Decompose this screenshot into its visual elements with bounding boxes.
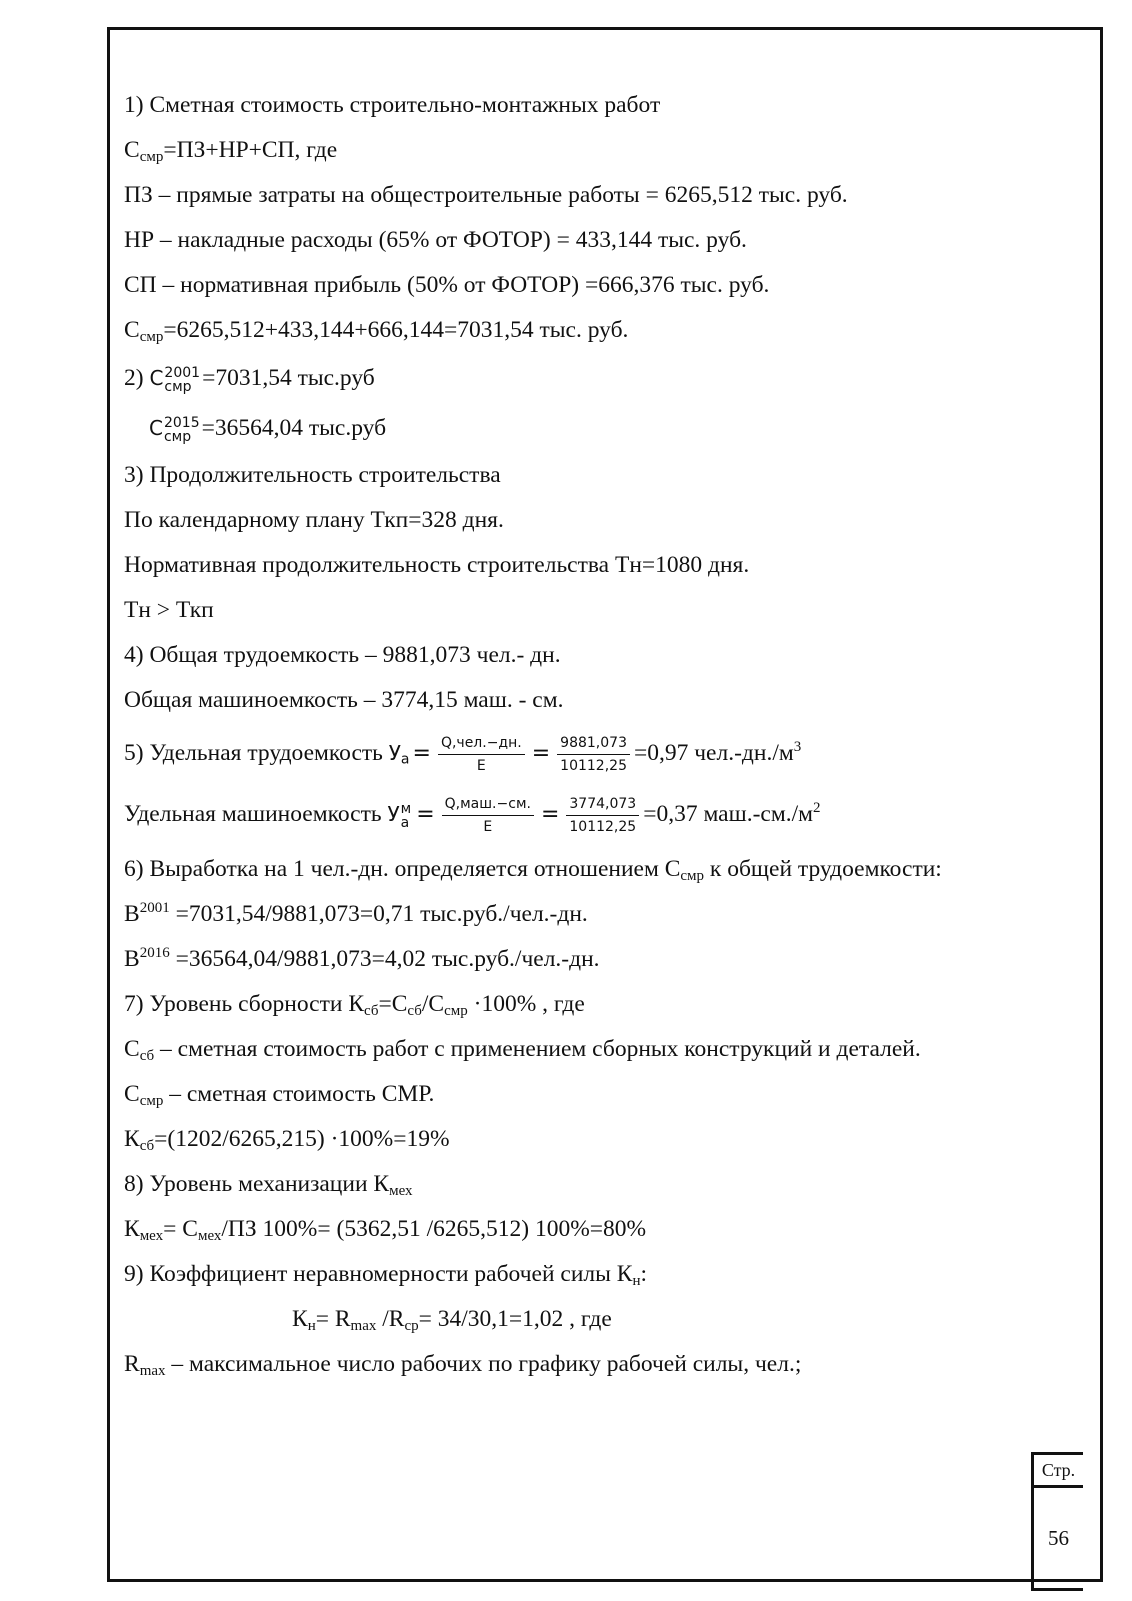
text: 7) Уровень сборности К bbox=[124, 991, 364, 1017]
subscript: мех bbox=[197, 1227, 222, 1244]
formula-line bbox=[124, 725, 801, 782]
text-line: Тн > Ткп bbox=[124, 597, 214, 623]
equals-sign: = bbox=[540, 802, 560, 827]
fraction bbox=[438, 735, 525, 774]
text: 9) Коэффициент неравномерности рабочей силы К bbox=[124, 1261, 633, 1287]
subscript: смр bbox=[163, 429, 192, 445]
subscript: сб bbox=[139, 1047, 155, 1064]
text: Удельная машиноемкость bbox=[124, 801, 388, 827]
text: – максимальное число рабочих по графику рабочей силы, чел.; bbox=[165, 1351, 802, 1377]
text: – сметная стоимость работ с применением сборных конструкций и деталей. bbox=[154, 1036, 921, 1062]
formula-line bbox=[124, 135, 337, 165]
formula-line bbox=[149, 413, 386, 444]
text: : bbox=[640, 1261, 648, 1287]
denominator: 10112,25 bbox=[560, 758, 627, 775]
text: = С bbox=[163, 1216, 198, 1242]
formula-line bbox=[124, 1259, 647, 1289]
text-line: ПЗ – прямые затраты на общестроительные работы = 6265,512 тыс. руб. bbox=[124, 182, 848, 208]
superscript: 2001 bbox=[164, 365, 201, 381]
text: =36564,04/9881,073=4,02 тыс.руб./чел.-дн. bbox=[169, 946, 600, 972]
text: К bbox=[124, 1126, 140, 1152]
text: к общей трудоемкости: bbox=[704, 856, 942, 882]
text: =0,37 маш.-см./м bbox=[643, 801, 813, 827]
subscript: а bbox=[400, 751, 410, 768]
denominator: Е bbox=[476, 758, 486, 775]
text: К bbox=[124, 1216, 140, 1242]
subscript: сб bbox=[139, 1137, 155, 1154]
subscript: смр bbox=[680, 867, 705, 884]
text: =7031,54/9881,073=0,71 тыс.руб./чел.-дн. bbox=[169, 901, 588, 927]
formula-line bbox=[292, 1304, 612, 1334]
subscript: н bbox=[632, 1272, 641, 1289]
sup-sub-stack bbox=[401, 802, 412, 830]
text: =С bbox=[378, 991, 408, 1017]
math-symbol: С bbox=[149, 416, 163, 440]
text-line: 3) Продолжительность строительства bbox=[124, 462, 501, 488]
formula-line bbox=[124, 1079, 434, 1109]
math-symbol: С bbox=[149, 366, 164, 390]
text-line: СП – нормативная прибыль (50% от ФОТОР) =666,376 тыс. руб. bbox=[124, 272, 770, 298]
subscript: смр bbox=[444, 1002, 468, 1019]
numerator: Q,чел.−дн. bbox=[438, 735, 525, 755]
superscript: 3 bbox=[793, 739, 802, 755]
math-symbol: У bbox=[387, 802, 400, 826]
superscript: м bbox=[400, 801, 412, 817]
text: =6265,512+433,144+666,144=7031,54 тыс. руб. bbox=[163, 317, 629, 343]
formula-line bbox=[124, 944, 600, 974]
text: ·100% , где bbox=[467, 991, 585, 1017]
subscript: сб bbox=[407, 1002, 422, 1019]
subscript: а bbox=[400, 815, 410, 831]
text-line: 4) Общая трудоемкость – 9881,073 чел.- дн. bbox=[124, 642, 561, 668]
text: =36564,04 тыс.руб bbox=[201, 415, 387, 441]
text-line: Общая машиноемкость – 3774,15 маш. - см. bbox=[124, 687, 564, 713]
text: R bbox=[124, 1351, 140, 1377]
numerator: Q,маш.−см. bbox=[442, 796, 534, 816]
superscript: 2001 bbox=[139, 900, 170, 916]
text: 8) Уровень механизации К bbox=[124, 1171, 390, 1197]
subscript: смр bbox=[139, 148, 164, 165]
text: =ПЗ+НР+СП, где bbox=[163, 137, 338, 163]
formula-line bbox=[124, 1124, 450, 1154]
text: =(1202/6265,215) ·100%=19% bbox=[154, 1126, 450, 1152]
superscript: 2 bbox=[812, 800, 821, 816]
text: =0,97 чел.-дн./м bbox=[633, 740, 794, 766]
text: 6) Выработка на 1 чел.-дн. определяется отношением С bbox=[124, 856, 681, 882]
text-line: 1) Сметная стоимость строительно-монтажных работ bbox=[124, 92, 661, 118]
text: С bbox=[124, 137, 140, 163]
fraction bbox=[442, 796, 534, 835]
subscript: мех bbox=[139, 1227, 164, 1244]
subscript: ср bbox=[404, 1317, 419, 1334]
formula-line bbox=[124, 1214, 646, 1244]
formula-line bbox=[124, 899, 588, 929]
formula-line bbox=[124, 315, 628, 345]
page-number: 56 bbox=[1048, 1526, 1069, 1550]
text: С bbox=[124, 1081, 140, 1107]
text: С bbox=[124, 317, 140, 343]
text: =7031,54 тыс.руб bbox=[202, 365, 375, 391]
formula-line bbox=[124, 1169, 413, 1199]
numerator: 3774,073 bbox=[566, 796, 639, 816]
sup-sub-stack bbox=[164, 416, 200, 444]
subscript: max bbox=[139, 1362, 166, 1379]
denominator: Е bbox=[483, 819, 493, 836]
text: /ПЗ 100%= (5362,51 /6265,512) 100%=80% bbox=[221, 1216, 647, 1242]
math-symbol: У bbox=[388, 741, 401, 765]
text: = 34/30,1=1,02 , где bbox=[418, 1306, 612, 1332]
text: В bbox=[124, 901, 140, 927]
text-line: Нормативная продолжительность строительства Тн=1080 дня. bbox=[124, 552, 750, 578]
formula-line bbox=[124, 854, 942, 884]
formula-line bbox=[124, 363, 375, 394]
text: /С bbox=[421, 991, 445, 1017]
text: В bbox=[124, 946, 140, 972]
text: К bbox=[292, 1306, 308, 1332]
subscript: смр bbox=[139, 1092, 164, 1109]
fraction bbox=[557, 735, 630, 774]
subscript: max bbox=[350, 1317, 377, 1334]
text: 2) bbox=[124, 365, 150, 391]
page-label: Стр. bbox=[1034, 1455, 1083, 1488]
subscript: н bbox=[307, 1317, 316, 1334]
equals-sign: = bbox=[531, 741, 551, 766]
equals-sign: = bbox=[412, 741, 431, 766]
superscript: 2016 bbox=[139, 945, 170, 961]
text: = R bbox=[315, 1306, 351, 1332]
text: С bbox=[124, 1036, 140, 1062]
text: – сметная стоимость СМР. bbox=[163, 1081, 435, 1107]
superscript: 2015 bbox=[163, 415, 200, 431]
subscript: смр bbox=[139, 328, 164, 345]
sup-sub-stack bbox=[164, 366, 200, 394]
formula-line bbox=[124, 786, 820, 843]
formula-line bbox=[124, 1349, 801, 1379]
subscript: мех bbox=[389, 1182, 413, 1199]
page-number-stamp bbox=[1031, 1452, 1083, 1591]
subscript: сб bbox=[364, 1002, 379, 1019]
subscript: смр bbox=[164, 379, 192, 395]
text-line: НР – накладные расходы (65% от ФОТОР) = 433,144 тыс. руб. bbox=[124, 227, 747, 253]
text: /R bbox=[376, 1306, 405, 1332]
formula-line bbox=[124, 1034, 921, 1064]
text-line: По календарному плану Ткп=328 дня. bbox=[124, 507, 504, 533]
numerator: 9881,073 bbox=[557, 735, 630, 755]
equals-sign: = bbox=[416, 802, 435, 827]
formula-line bbox=[124, 989, 585, 1019]
text: 5) Удельная трудоемкость bbox=[124, 740, 389, 766]
denominator: 10112,25 bbox=[569, 819, 637, 836]
fraction bbox=[566, 796, 639, 835]
